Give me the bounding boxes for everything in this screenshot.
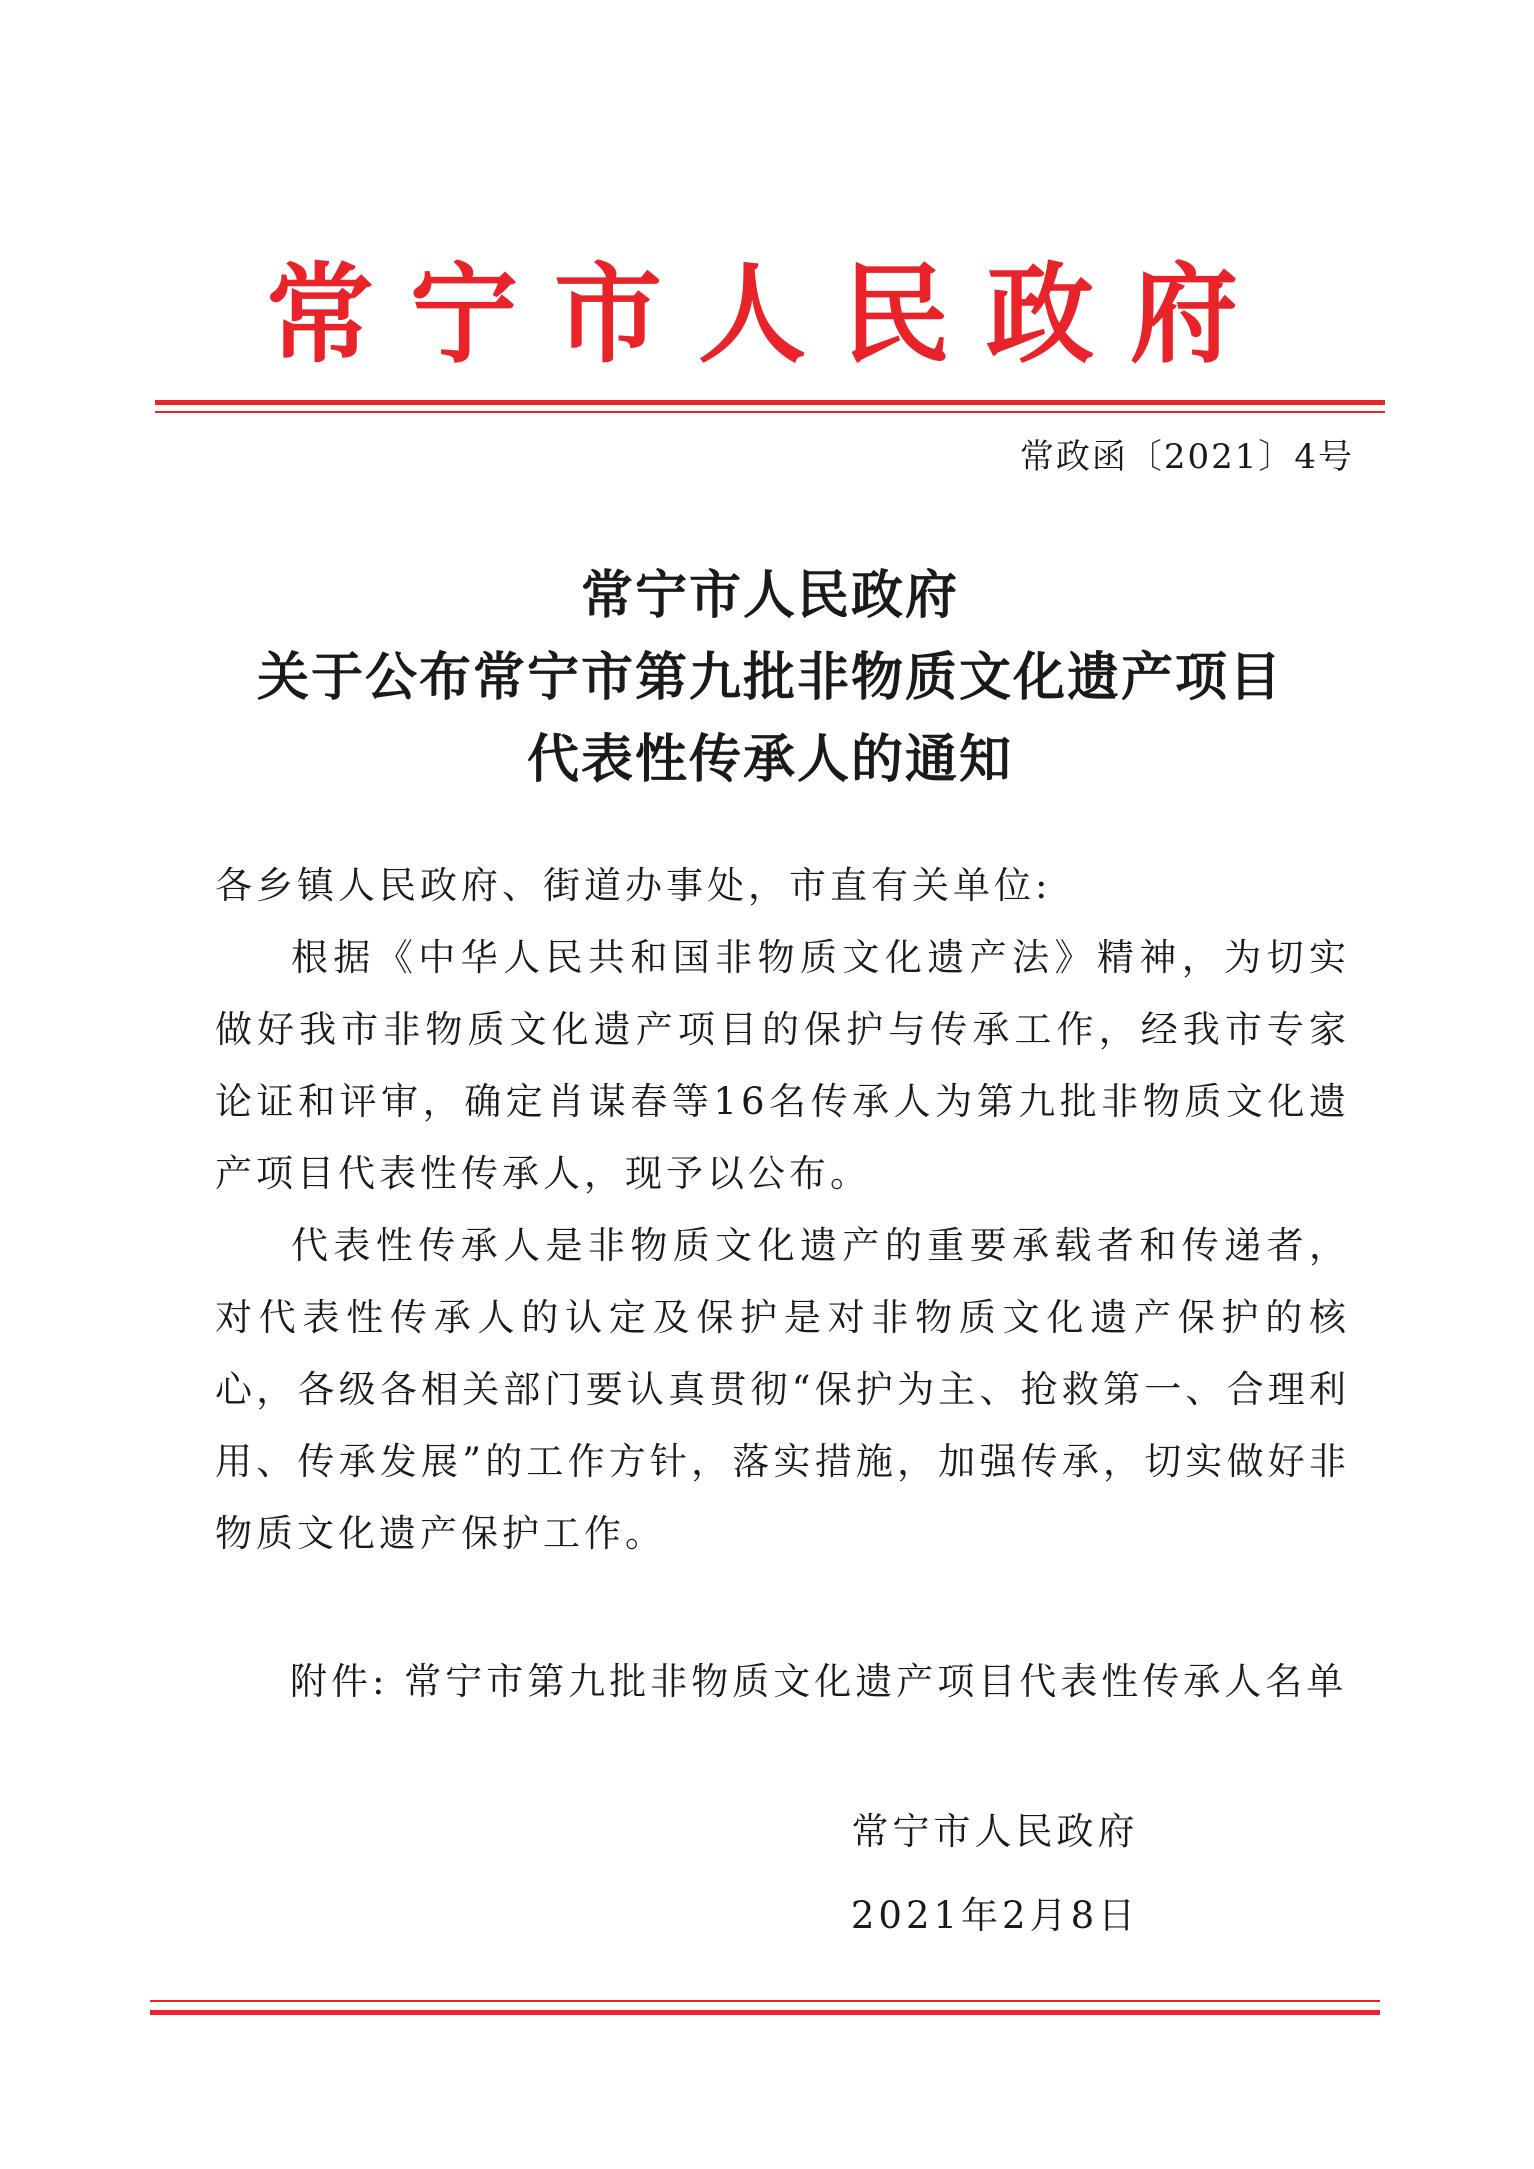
footer-rule-thin [150, 2000, 1380, 2002]
document-number: 常政函〔2021〕4号 [1019, 437, 1354, 477]
document-body [215, 850, 1350, 1570]
header-rule-thin [155, 411, 1385, 413]
title-line-3: 代表性传承人的通知 [526, 730, 1013, 790]
issuer-header: 常宁市人民政府 [265, 252, 1274, 378]
title-line-2: 关于公布常宁市第九批非物质文化遗产项目 [256, 648, 1283, 708]
footer-rule-thick [150, 2010, 1380, 2015]
signoff [820, 1790, 1170, 1958]
attachment-line: 附件: 常宁市第九批非物质文化遗产项目代表性传承人名单 [290, 1660, 1348, 1703]
signoff-organization: 常宁市人民政府 [851, 1810, 1139, 1853]
title-line-1: 常宁市人民政府 [580, 566, 959, 626]
body-paragraph-1: 根据《中华人民共和国非物质文化遗产法》精神，为切实做好我市非物质文化遗产项目的保护与传承工作，经我市专家论证和评审，确定肖谋春等16名传承人为第九批非物质文化遗产项目代表性传承人，现予以公布。 [215, 936, 1350, 1195]
salutation: 各乡镇人民政府、街道办事处，市直有关单位: [215, 864, 1052, 907]
body-paragraph-2: 代表性传承人是非物质文化遗产的重要承载者和传递者，对代表性传承人的认定及保护是对非物质文化遗产保护的核心，各级各相关部门要认真贯彻“保护为主、抢救第一、合理利用、传承发展”的工作方针，落实措施，加强传承，切实做好非物质文化遗产保护工作。 [215, 1224, 1350, 1555]
document-title [150, 555, 1390, 801]
header-rule-thick [155, 400, 1385, 405]
signoff-date: 2021年2月8日 [850, 1894, 1140, 1937]
